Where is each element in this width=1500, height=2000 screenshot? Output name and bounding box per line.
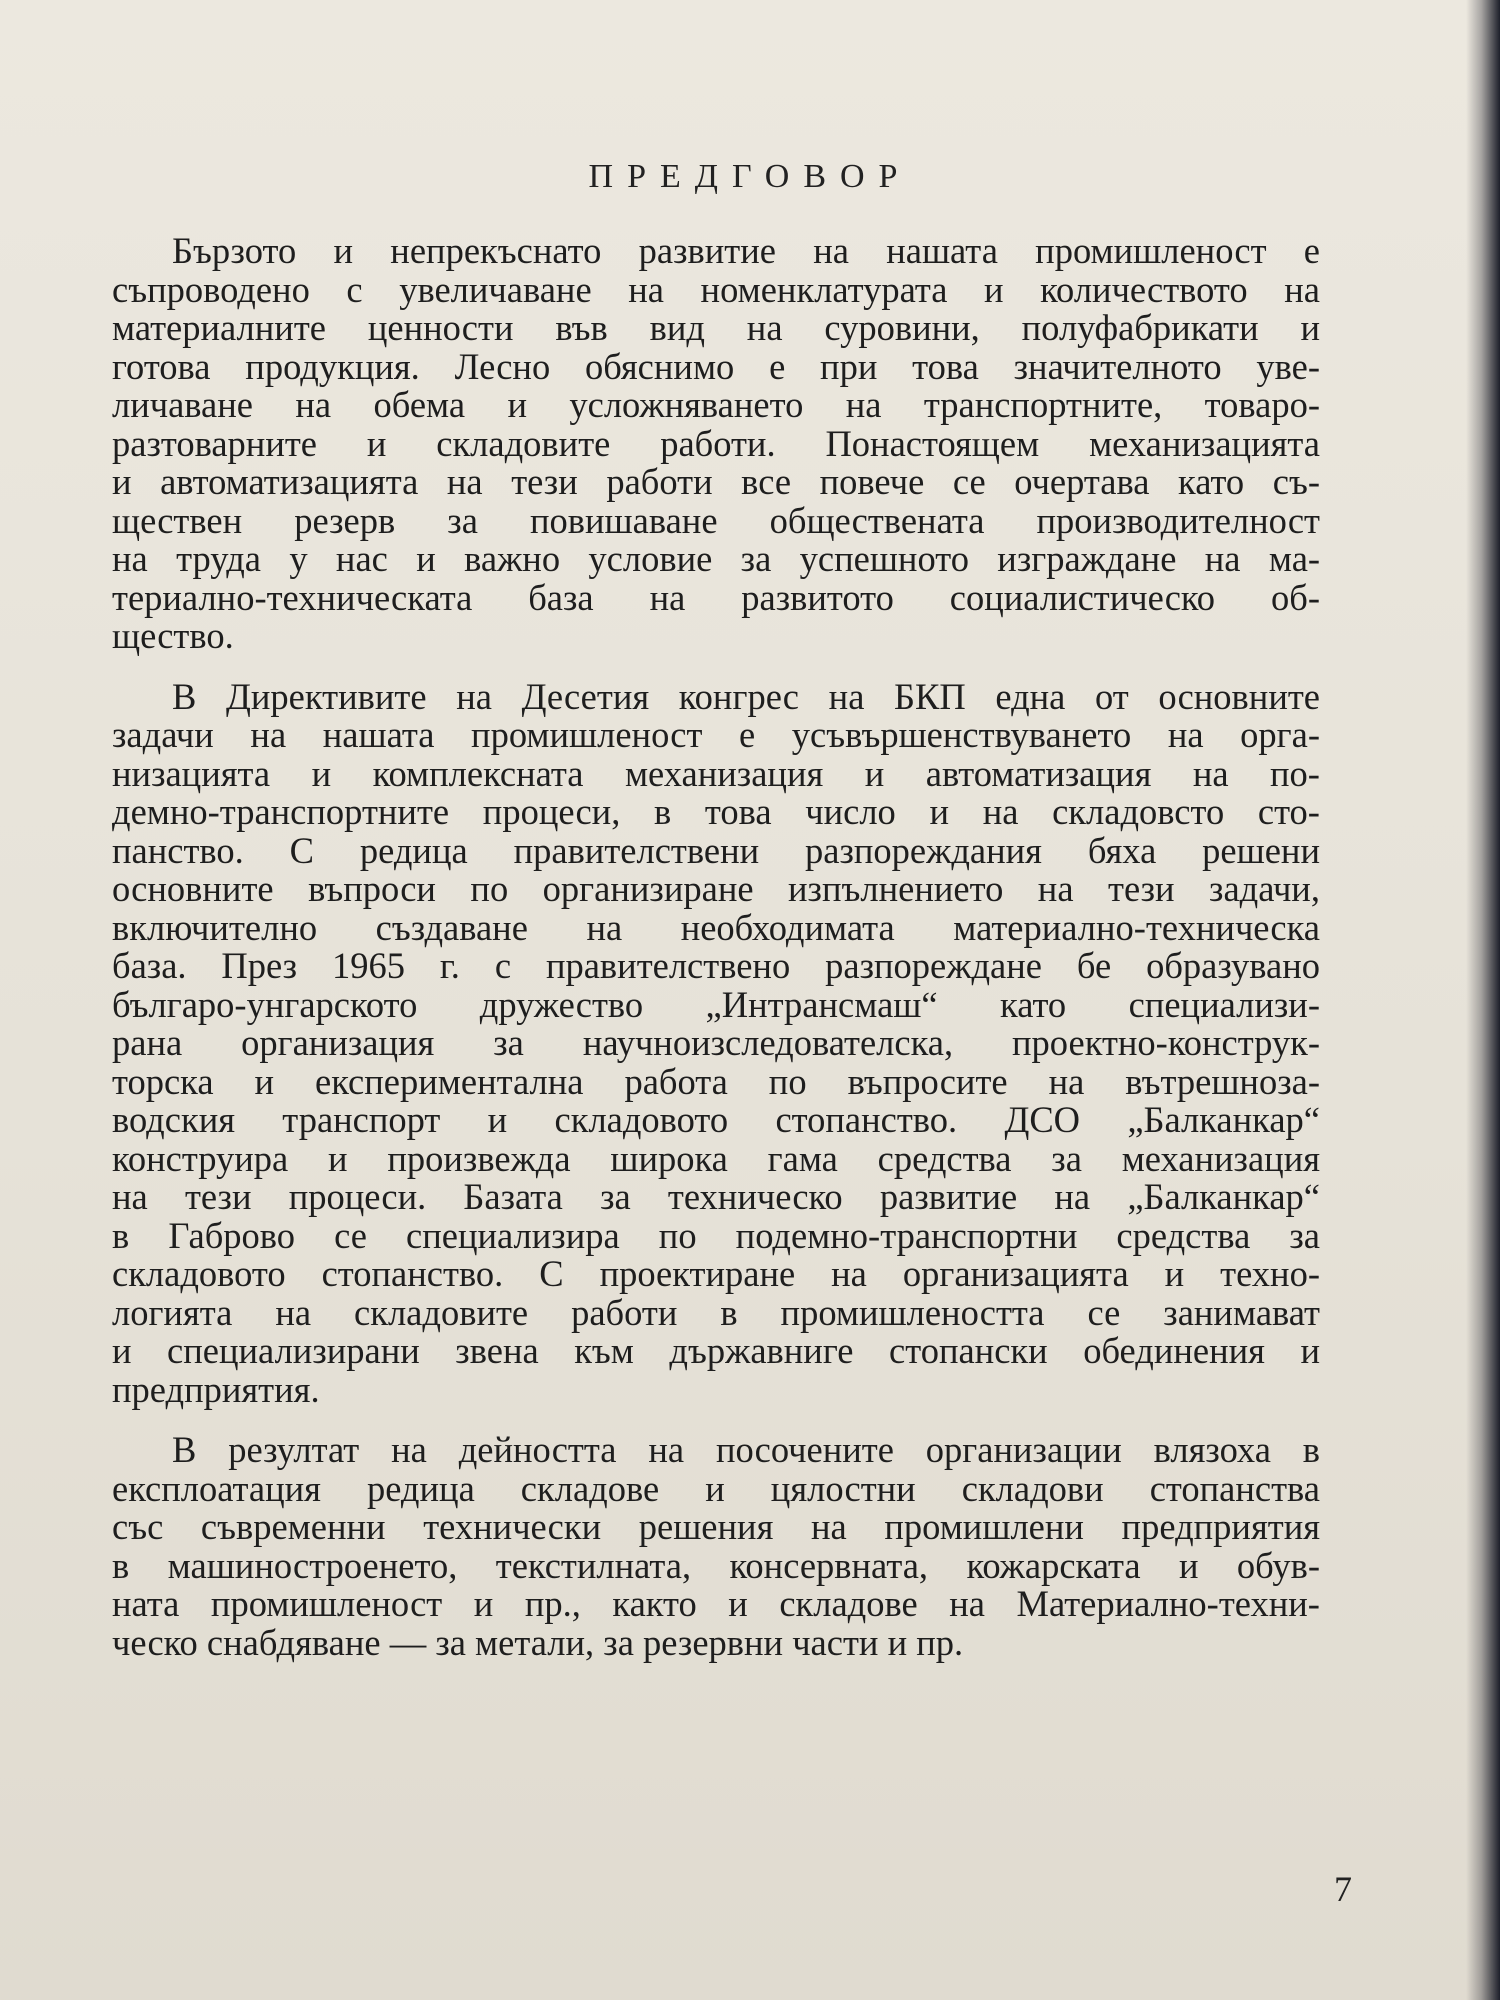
text-line: българо-унгарското дружество „Интрансмаш“ като специализи- bbox=[112, 983, 1320, 1025]
page-number: 7 bbox=[1334, 1869, 1352, 1909]
text-line: задачи на нашата промишленост е усъвършенствуването на орга- bbox=[112, 714, 1320, 755]
text-line: низацията и комплексната механизация и автоматизация на по- bbox=[112, 752, 1320, 794]
text-line: демно-транспортните процеси, в това число и на складовсто сто- bbox=[112, 791, 1320, 832]
text-line: ществен резерв за повишаване обществената производителност bbox=[112, 499, 1320, 541]
text-line: ната промишленост и пр., както и складове на Материално-техни- bbox=[112, 1583, 1320, 1624]
text-line: и автоматизацията на тези работи все повече се очертава като съ- bbox=[112, 461, 1320, 502]
text-line: в машиностроенето, текстилната, консервната, кожарската и обув- bbox=[112, 1544, 1320, 1586]
text-line: на труда у нас и важно условие за успешното изграждане на ма- bbox=[112, 538, 1321, 579]
page-edge-shadow bbox=[1466, 0, 1500, 2000]
text-line: панство. С редица правителствени разпореждания бяха решени bbox=[112, 829, 1320, 871]
text-line: материалните ценности във вид на суровини, полуфабрикати и bbox=[112, 307, 1320, 348]
text-line: на тези процеси. Базата за техническо развитие на „Балканкар“ bbox=[112, 1176, 1320, 1217]
text-line: личаване на обема и усложняването на транспортните, товаро- bbox=[112, 384, 1320, 425]
text-line: със съвременни технически решения на промишлени предприятия bbox=[112, 1506, 1321, 1547]
text-line: конструира и произвежда широка гама средства за механизация bbox=[112, 1137, 1321, 1179]
text-line: и специализирани звена към държавниге стопански обединения и bbox=[112, 1330, 1320, 1371]
text-line: включително създаване на необходимата материално-техническа bbox=[112, 906, 1320, 948]
text-line: в Габрово се специализира по подемно-транспортни средства за bbox=[112, 1214, 1320, 1256]
text-line: рана организация за научноизследователска, проектно-конструк- bbox=[112, 1022, 1320, 1063]
text-line: В Директивите на Десетия конгрес на БКП една от основните bbox=[172, 675, 1321, 717]
paragraph bbox=[112, 1431, 1380, 1662]
paragraph bbox=[112, 675, 1380, 1410]
text-line: експлоатация редица складове и цялостни складови стопанства bbox=[112, 1467, 1321, 1509]
text-line: Бързото и непрекъснато развитие на нашата промишленост е bbox=[172, 230, 1320, 271]
text-line: щество. bbox=[112, 615, 234, 656]
paragraph bbox=[112, 232, 1380, 656]
text-line: готова продукция. Лесно обяснимо е при това значителното уве- bbox=[112, 345, 1320, 387]
text-line: предприятия. bbox=[112, 1368, 320, 1410]
page-title: ПРЕДГОВОР bbox=[588, 158, 912, 195]
body-text bbox=[112, 232, 1380, 1684]
text-line: ческо снабдяване — за метали, за резервни части и пр. bbox=[112, 1621, 964, 1663]
text-line: териално-техническата база на развитото социалистическо об- bbox=[112, 576, 1320, 618]
text-line: торска и експериментална работа по въпросите на вътрешноза- bbox=[112, 1060, 1320, 1102]
text-line: база. През 1965 г. с правителствено разпореждане бе образувано bbox=[112, 945, 1320, 986]
text-line: В резултат на дейността на посочените организации влязоха в bbox=[172, 1429, 1321, 1470]
text-line: съпроводено с увеличаване на номенклатурата и количеството на bbox=[112, 268, 1320, 310]
text-line: разтоварните и складовите работи. Понастоящем механизацията bbox=[112, 422, 1320, 464]
text-line: логията на складовите работи в промишлеността се занимават bbox=[112, 1291, 1320, 1333]
text-line: складовото стопанство. С проектиране на организацията и техно- bbox=[112, 1253, 1320, 1294]
text-line: основните въпроси по организиране изпълнението на тези задачи, bbox=[112, 868, 1320, 909]
text-line: водския транспорт и складовото стопанство. ДСО „Балканкар“ bbox=[112, 1099, 1320, 1140]
